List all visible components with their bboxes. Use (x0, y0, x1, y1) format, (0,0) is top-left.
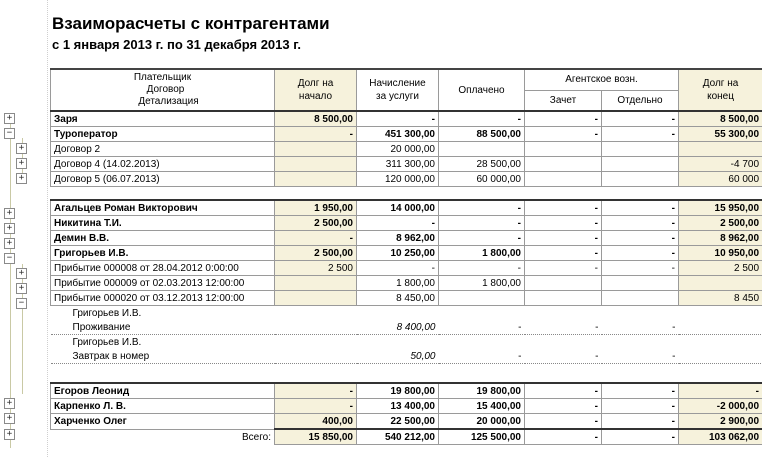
table-row: Карпенко Л. В. - 13 400,00 15 400,00 - - -2 000,00 (51, 399, 762, 414)
table-row: Егоров Леонид - 19 800,00 19 800,00 - - - (51, 383, 762, 399)
header-separately: Отдельно (602, 90, 679, 111)
report-period: с 1 января 2013 г. по 31 декабря 2013 г. (52, 37, 301, 52)
header-contract: Договор (146, 84, 185, 95)
header-agent-fee: Агентское возн. (525, 69, 679, 90)
detail-row: Проживание 8 400,00 - - - (51, 320, 762, 335)
header-detail: Детализация (138, 96, 199, 107)
detail-row: Григорьев И.В. (72, 336, 142, 348)
table-row: Демин В.В. - 8 962,00 - - - 8 962,00 (51, 231, 762, 246)
expand-button[interactable]: + (4, 113, 15, 124)
table-row: Договор 4 (14.02.2013) 311 300,00 28 500,00 -4 700 (51, 157, 762, 172)
gutter-divider (47, 0, 48, 457)
header-accrual: Начисление за услуги (357, 69, 439, 111)
detail-row: Григорьев И.В. (72, 307, 142, 319)
table-spacer (51, 187, 762, 201)
table-row: Григорьев И.В. 2 500,00 10 250,00 1 800,00 - - 10 950,00 (51, 246, 762, 261)
expand-button[interactable]: + (4, 208, 15, 219)
expand-button[interactable]: + (4, 398, 15, 409)
header-paid: Оплачено (439, 69, 525, 111)
expand-button[interactable]: + (4, 429, 15, 440)
header-offset: Зачет (525, 90, 602, 111)
expand-button[interactable]: + (16, 158, 27, 169)
table-row: Прибытие 000020 от 03.12.2013 12:00:00 8 450,00 8 450 (51, 291, 762, 306)
collapse-button[interactable]: − (4, 253, 15, 264)
detail-row: Завтрак в номер 50,00 - - - (51, 349, 762, 364)
table-row: Договор 2 20 000,00 (51, 142, 762, 157)
table-row: Договор 5 (06.07.2013) 120 000,00 60 000,00 60 000 (51, 172, 762, 187)
table-row: Прибытие 000009 от 02.03.2013 12:00:00 1 800,00 1 800,00 (51, 276, 762, 291)
expand-button[interactable]: + (16, 268, 27, 279)
total-row: Всего: 15 850,00 540 212,00 125 500,00 - - 103 062,00 (51, 429, 762, 445)
expand-button[interactable]: + (4, 413, 15, 424)
table-row: Харченко Олег 400,00 22 500,00 20 000,00 - - 2 900,00 (51, 414, 762, 430)
table-row: Агальцев Роман Викторович 1 950,00 14 000,00 - - - 15 950,00 (51, 200, 762, 216)
expand-button[interactable]: + (16, 283, 27, 294)
collapse-button[interactable]: − (4, 128, 15, 139)
expand-button[interactable]: + (4, 223, 15, 234)
expand-button[interactable]: + (16, 173, 27, 184)
expand-button[interactable]: + (4, 238, 15, 249)
table-row: Заря 8 500,00 - - - - 8 500,00 (51, 111, 762, 127)
header-debt-start: Долг на начало (275, 69, 357, 111)
table-row: Никитина Т.И. 2 500,00 - - - - 2 500,00 (51, 216, 762, 231)
expand-button[interactable]: + (16, 143, 27, 154)
header-debt-end: Долг на конец (679, 69, 762, 111)
header-payer: Плательщик (133, 72, 192, 83)
table-row: Прибытие 000008 от 28.04.2012 0:00:00 2 500 - - - - 2 500 (51, 261, 762, 276)
table-spacer (51, 364, 762, 384)
settlements-table (50, 68, 762, 445)
table-row: Туроператор - 451 300,00 88 500,00 - - 55 300,00 (51, 127, 762, 142)
header-payer-contract-detail (51, 69, 275, 111)
report-title: Взаиморасчеты с контрагентами (52, 14, 330, 33)
collapse-button[interactable]: − (16, 298, 27, 309)
